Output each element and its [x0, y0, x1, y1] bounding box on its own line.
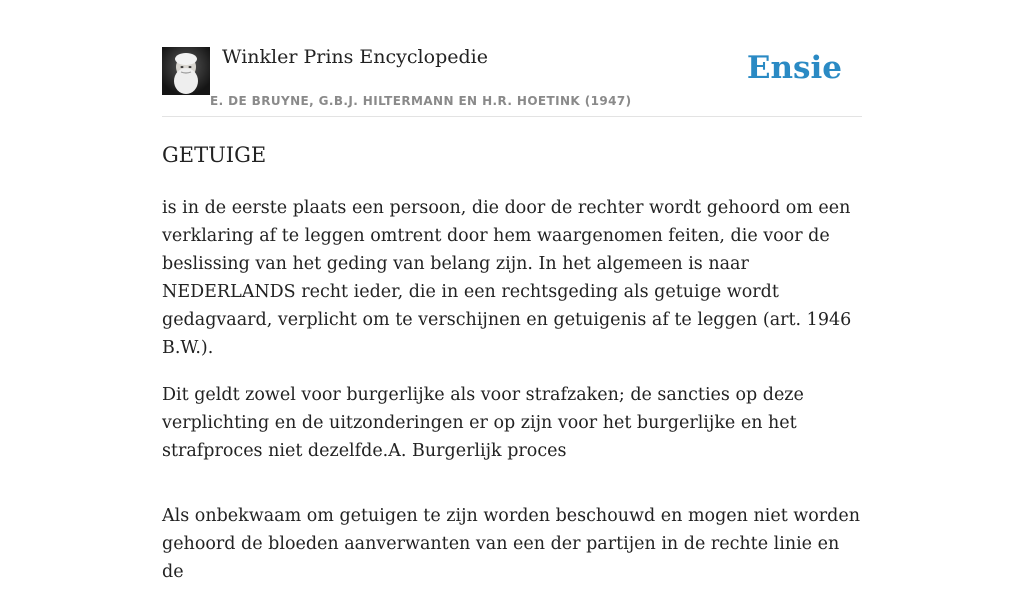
publication-title[interactable]: Winkler Prins Encyclopedie	[222, 46, 488, 68]
article-paragraph: Dit geldt zowel voor burgerlijke als voor strafzaken; de sancties op deze verplichting en de uitzonderingen er op zijn voor het burgerlijke en het strafproces niet dezelfde.A. Burgerlijk proces	[162, 385, 804, 461]
article-paragraph: Als onbekwaam om getuigen te zijn worden beschouwd en mogen niet worden gehoord de bloeden aanverwanten van een der partijen in de rechte linie en de	[162, 506, 861, 582]
article	[162, 140, 862, 605]
article-paragraph: is in de eerste plaats een persoon, die door de rechter wordt gehoord om een verklaring af te leggen omtrent door hem waargenomen feiten, die voor de beslissing van het geding van belang zijn. In het algemeen is naar NEDERLANDS recht ieder, die in een rechtsgeding als getuige wordt gedagvaard, verplicht om te verschijnen en getuigenis af te leggen (art. 1946 B.W.).	[162, 198, 852, 358]
authors-line: E. DE BRUYNE, G.B.J. HILTERMANN EN H.R. HOETINK (1947)	[210, 94, 632, 108]
entry-title: GETUIGE	[162, 143, 267, 167]
header	[162, 44, 862, 117]
author-portrait-icon	[162, 47, 210, 95]
brand-logo[interactable]: Ensie	[746, 50, 842, 86]
author-avatar	[162, 47, 210, 95]
